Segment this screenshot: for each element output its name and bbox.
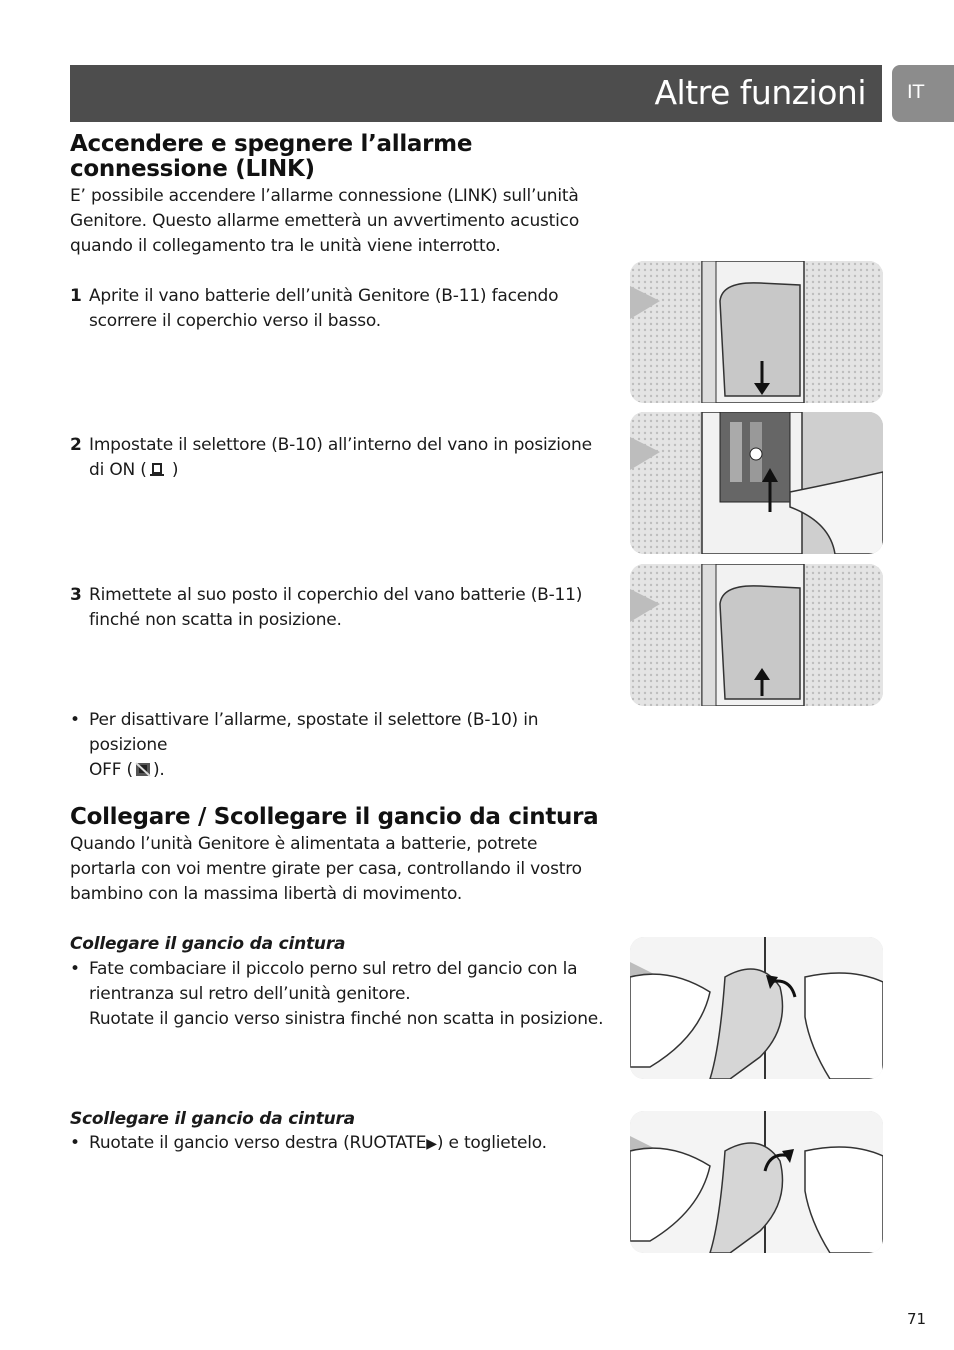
detach-text-suffix: ) e toglietelo. [436, 1133, 547, 1153]
step-text: Aprite il vano batterie dell’unità Genitore (B-11) facendo [89, 286, 559, 306]
section-intro-line: bambino con la massima libertà di movimento. [70, 884, 463, 904]
section-intro-line: quando il collegamento tra le unità viene interrotto. [70, 236, 501, 256]
language-tab [892, 65, 954, 122]
link-on-icon [148, 461, 166, 478]
page-title: Altre funzioni [654, 73, 866, 112]
note-text [89, 758, 165, 783]
attach-text: rientranza sul retro dell’unità genitore. [89, 984, 411, 1004]
detach-text-prefix: Ruotate il gancio verso destra (RUOTATE [89, 1133, 427, 1153]
link-off-icon [134, 761, 152, 778]
step-text: Impostate il selettore (B-10) all’interno del vano in posizione [89, 435, 592, 455]
selector-switch-illustration [630, 412, 883, 554]
detach-text [89, 1131, 547, 1157]
battery-cover-open-illustration [630, 261, 883, 403]
section-heading-belt-clip: Collegare / Scollegare il gancio da cintura [70, 804, 599, 830]
header-bar [70, 65, 882, 122]
step-text-prefix: di ON ( [89, 460, 147, 480]
page-number: 71 [907, 1310, 927, 1328]
subheading-detach: Scollegare il gancio da cintura [70, 1109, 355, 1129]
attach-text: Fate combaciare il piccolo perno sul retro del gancio con la [89, 959, 578, 979]
bullet-marker: • [70, 959, 81, 979]
section-intro-line: Quando l’unità Genitore è alimentata a batterie, potrete [70, 834, 538, 854]
section-intro-line: Genitore. Questo allarme emetterà un avvertimento acustico [70, 211, 580, 231]
section-heading-link-alarm: Accendere e spegnere l’allarme connessione (LINK) [70, 131, 473, 182]
section-intro-line: E’ possibile accendere l’allarme connessione (LINK) sull’unità [70, 186, 579, 206]
note-text: posizione [89, 735, 168, 755]
bullet-marker: • [70, 1133, 81, 1153]
step-text: scorrere il coperchio verso il basso. [89, 311, 382, 331]
attach-text: Ruotate il gancio verso sinistra finché non scatta in posizione. [89, 1009, 604, 1029]
note-text-suffix: ). [152, 760, 165, 780]
note-text-prefix: OFF ( [89, 760, 133, 780]
play-arrow-icon: ▶ [426, 1136, 437, 1152]
step-text-suffix: ) [166, 460, 179, 480]
detach-belt-clip-illustration [630, 1111, 883, 1253]
bullet-marker: • [70, 710, 81, 730]
step-text: Rimettete al suo posto il coperchio del vano batterie (B-11) [89, 585, 583, 605]
step-number: 3 [70, 585, 82, 605]
language-tab-label: IT [907, 81, 925, 103]
battery-cover-close-illustration [630, 564, 883, 706]
attach-belt-clip-illustration [630, 937, 883, 1079]
step-number: 1 [70, 286, 82, 306]
step-text: finché non scatta in posizione. [89, 610, 342, 630]
step-text [89, 458, 178, 483]
step-number: 2 [70, 435, 82, 455]
subheading-attach: Collegare il gancio da cintura [70, 934, 346, 954]
note-text: Per disattivare l’allarme, spostate il selettore (B-10) in [89, 710, 539, 730]
section-intro-line: portarla con voi mentre girate per casa, controllando il vostro [70, 859, 582, 879]
